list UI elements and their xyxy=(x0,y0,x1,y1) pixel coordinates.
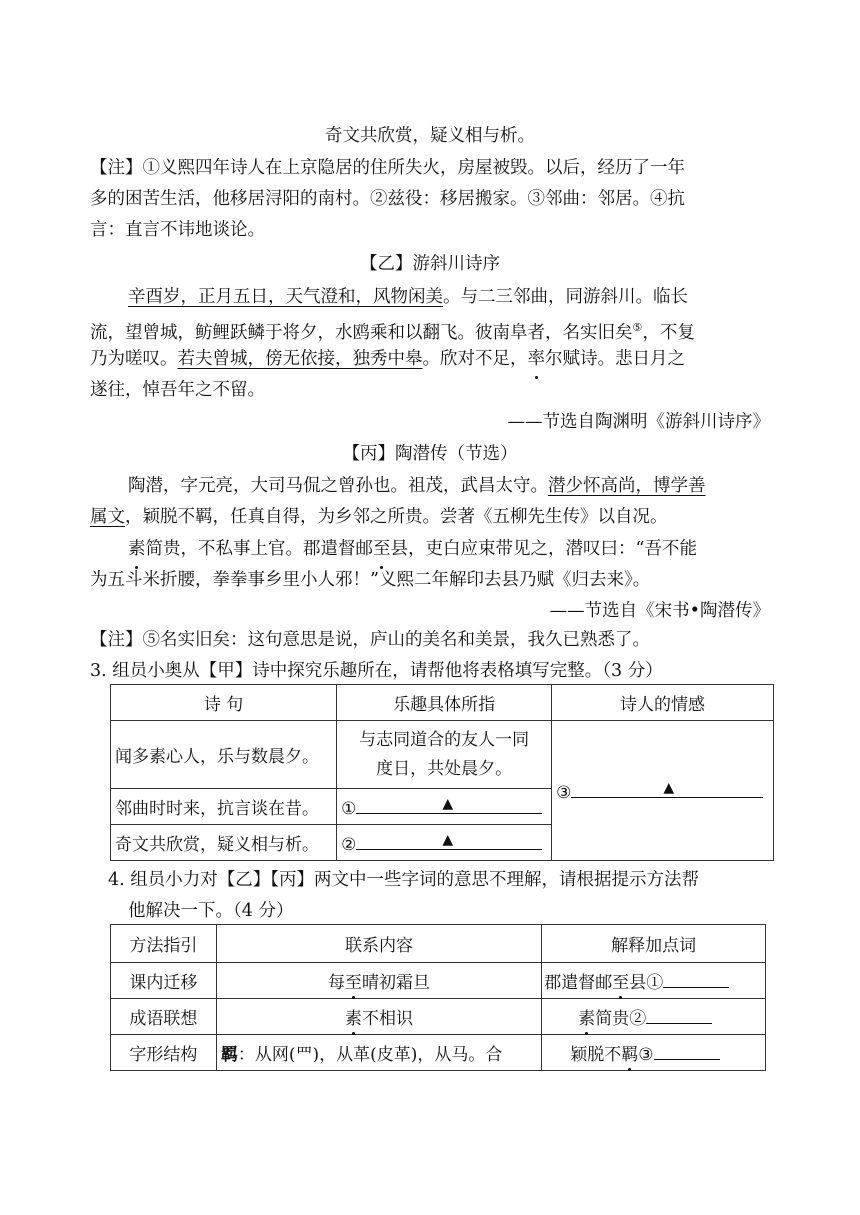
dotted-char: 素 xyxy=(578,1004,595,1029)
answer-mark: ① xyxy=(341,798,357,819)
table-header: 诗 句 xyxy=(111,685,337,721)
bing-title: 【丙】陶潜传（节选） xyxy=(342,444,518,464)
text-span: 简贵② xyxy=(595,1009,647,1029)
table-cell xyxy=(337,721,552,789)
underlined-sentence: 潜少怀高尚，博学善 xyxy=(548,476,706,496)
text-span: 颖脱不 xyxy=(570,1045,622,1065)
text-span: 县，吏白应束带见之，潜叹曰：“吾不能 xyxy=(390,539,697,559)
table-cell: 闻多素心人，乐与数晨夕。 xyxy=(111,721,337,789)
table-header-row xyxy=(111,685,774,721)
note1-line1: 【注】①义熙四年诗人在上京隐居的住所失火，房屋被毁。以后，经历了一年 xyxy=(90,158,685,178)
table-cell xyxy=(216,1035,541,1071)
table-cell: 课内迁移 xyxy=(111,963,217,999)
dotted-char: 至 xyxy=(345,968,362,993)
q4-line1: 4. 组员小力对【乙】【丙】两文中一些字词的意思不理解，请根据提示方法帮 xyxy=(108,870,700,890)
triangle-icon: ▲ xyxy=(442,795,454,812)
table-cell xyxy=(216,963,541,999)
table-row xyxy=(111,721,774,789)
text-span: 流，望曾城，鲂鲤跃鳞于将夕，水鸥乘和以翻飞。彼南阜者，名实旧矣 xyxy=(90,322,633,343)
answer-cell-q4-2[interactable] xyxy=(542,999,766,1035)
q4-table xyxy=(110,924,766,1071)
yi-source: ——节选自陶渊明《游斜川诗序》 xyxy=(507,412,770,432)
table-row xyxy=(111,999,766,1035)
text-span: 陶潜，字元亮，大司马侃之曾孙也。祖茂，武昌太守。 xyxy=(128,476,548,496)
answer-mark: ③ xyxy=(556,782,572,803)
dotted-char: 素 xyxy=(128,535,146,563)
cell-line: 度日，共处晨夕。 xyxy=(376,758,513,779)
note2: 【注】⑤名实旧矣：这句意思是说，庐山的美名和美景，我久已熟悉了。 xyxy=(90,630,650,650)
underlined-sentence: 属文 xyxy=(90,507,125,527)
q3-table xyxy=(110,684,774,861)
table-header: 解释加点词 xyxy=(542,925,766,963)
bing-para-line4: 为五斗米折腰，拳拳事乡里小人邪！”义熙二年解印去县乃赋《归去来》。 xyxy=(90,570,651,590)
triangle-icon: ▲ xyxy=(442,831,454,848)
table-cell: 邻曲时时来，抗言谈在昔。 xyxy=(111,789,337,825)
yi-para-line4: 遂往，悼吾年之不留。 xyxy=(90,380,265,400)
text-span: ，不复 xyxy=(642,322,695,343)
yi-para-line2 xyxy=(90,314,695,347)
text-span: 郡遣督邮 xyxy=(544,973,613,993)
footnote-mark: ⑤ xyxy=(632,321,643,334)
note1-line2: 多的困苦生活，他移居浔阳的南村。②兹役：移居搬家。③邻曲：邻居。④抗 xyxy=(90,189,685,209)
text-span: 乃为嗟叹。 xyxy=(90,349,178,369)
table-header-row xyxy=(111,925,766,963)
answer-cell-q4-1[interactable] xyxy=(542,963,766,999)
dotted-char: 至 xyxy=(612,968,629,993)
answer-mark: ② xyxy=(341,834,357,855)
answer-blank-q4-1[interactable] xyxy=(663,969,729,988)
table-header: 诗人的情感 xyxy=(552,685,774,721)
answer-cell-2[interactable] xyxy=(337,825,552,861)
table-cell xyxy=(216,999,541,1035)
answer-cell-q4-3[interactable] xyxy=(542,1035,766,1071)
q3-text: 3. 组员小奥从【甲】诗中探究乐趣所在，请帮他将表格填写完整。（3 分） xyxy=(90,661,663,681)
yi-para-line3 xyxy=(90,345,685,373)
underlined-sentence: 辛酉岁，正月五日，天气澄和，风物闲美 xyxy=(128,287,443,307)
text-span: 简贵，不私事上官。郡遣督邮 xyxy=(145,539,373,559)
cell-line: 与志同道合的友人一同 xyxy=(359,729,530,750)
answer-cell-1[interactable] xyxy=(337,789,552,825)
text-span: 晴初霜旦 xyxy=(362,973,431,993)
answer-cell-3[interactable] xyxy=(552,721,774,861)
table-cell: 成语联想 xyxy=(111,999,217,1035)
dotted-char: 羁 xyxy=(621,1040,638,1065)
text-span: ：从网(罒)，从革(皮革)，从马。合 xyxy=(237,1045,503,1065)
bing-para-line1 xyxy=(128,472,706,500)
text-span: ，颖脱不羁，任真自得，为乡邻之所贵。尝著《五柳先生传》以自况。 xyxy=(125,507,668,527)
text-span: 。与二三邻曲，同游斜川。临长 xyxy=(443,287,688,307)
answer-blank-3[interactable] xyxy=(571,779,763,798)
table-cell: 字形结构 xyxy=(111,1035,217,1071)
q4-line2: 他解决一下。（4 分） xyxy=(128,901,294,921)
table-header: 乐趣具体所指 xyxy=(337,685,552,721)
dotted-char: 素 xyxy=(345,1004,362,1029)
text-span: 尔赋诗。悲日月之 xyxy=(545,349,685,369)
bing-source: ——节选自《宋书•陶潜传》 xyxy=(549,601,770,621)
bing-para-line3 xyxy=(128,535,697,563)
underlined-sentence: 若夫曾城，傍无依接，独秀中皋 xyxy=(177,349,423,369)
note1-line3: 言：直言不讳地谈论。 xyxy=(90,220,265,240)
poem-last-line: 奇文共欣赏，疑义相与析。 xyxy=(325,126,535,146)
triangle-icon: ▲ xyxy=(663,779,675,796)
yi-para-line1 xyxy=(128,283,688,311)
text-span: ③ xyxy=(638,1045,654,1065)
table-cell: 奇文共欣赏，疑义相与析。 xyxy=(111,825,337,861)
text-span: 不相识 xyxy=(362,1009,414,1029)
dotted-char: 至 xyxy=(373,535,391,563)
answer-blank-1[interactable] xyxy=(356,795,542,814)
bold-char: 羁 xyxy=(220,1045,238,1065)
dotted-char: 率 xyxy=(528,345,546,373)
answer-blank-2[interactable] xyxy=(356,831,542,850)
answer-blank-q4-2[interactable] xyxy=(646,1005,712,1024)
text-span: 每 xyxy=(328,973,346,993)
table-header: 联系内容 xyxy=(216,925,541,963)
bing-para-line2 xyxy=(90,503,668,531)
yi-title: 【乙】游斜川诗序 xyxy=(360,254,500,274)
answer-blank-q4-3[interactable] xyxy=(654,1041,720,1060)
table-row xyxy=(111,1035,766,1071)
table-row xyxy=(111,963,766,999)
text-span: 县① xyxy=(629,973,664,993)
table-header: 方法指引 xyxy=(111,925,217,963)
text-span: 。欣对不足， xyxy=(422,349,528,369)
